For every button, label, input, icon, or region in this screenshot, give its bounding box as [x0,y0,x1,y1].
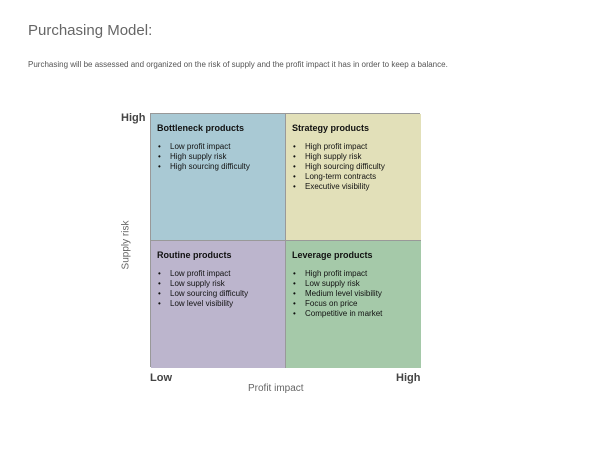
list-item: • High profit impact [292,269,415,279]
list-item: • Executive visibility [292,182,415,192]
x-axis-label: Profit impact [248,383,304,394]
quadrant-list [292,142,415,192]
list-item: • Long-term contracts [292,172,415,182]
page-subtitle: Purchasing will be assessed and organized on the risk of supply and the profit impact it has in order to keep a balance. [28,60,448,69]
quadrant-title: Strategy products [292,123,370,133]
quadrant-bottleneck [151,114,286,241]
list-item: • Low profit impact [157,142,279,152]
list-item: • High sourcing difficulty [292,162,415,172]
list-item: • High supply risk [292,152,415,162]
quadrant-title: Leverage products [292,250,373,260]
quadrant-strategy [286,114,421,241]
quadrant-title: Bottleneck products [157,123,245,133]
x-axis-low-label: Low [150,372,172,384]
list-item: • High sourcing difficulty [157,162,279,172]
list-item: • Low supply risk [292,279,415,289]
y-axis-label: Supply risk [120,220,132,270]
quadrant-list [292,269,415,319]
quadrant-title: Routine products [157,250,232,260]
list-item: • Focus on price [292,299,415,309]
list-item: • Low level visibility [157,299,279,309]
list-item: • Low supply risk [157,279,279,289]
quadrant-list [157,269,279,309]
quadrant-list [157,142,279,172]
list-item: • Low profit impact [157,269,279,279]
list-item: • High supply risk [157,152,279,162]
list-item: • Medium level visibility [292,289,415,299]
purchasing-matrix [150,113,420,367]
page-title: Purchasing Model: [28,22,153,39]
quadrant-routine [151,241,286,368]
list-item: • Competitive in market [292,309,415,319]
quadrant-leverage [286,241,421,368]
list-item: • High profit impact [292,142,415,152]
x-axis-high-label: High [396,372,421,384]
list-item: • Low sourcing difficulty [157,289,279,299]
y-axis-high-label: High [121,112,146,124]
